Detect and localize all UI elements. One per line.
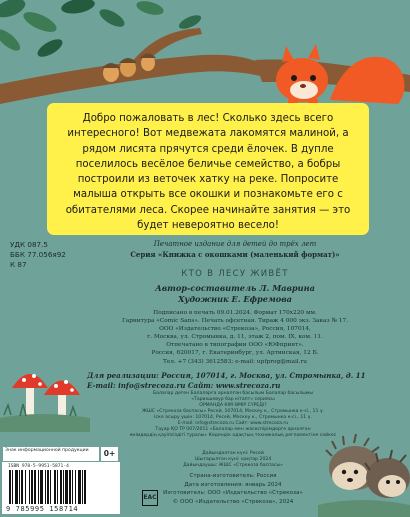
- multilingual-line: Дайындаушы: ЖШС «Стрекоза баспасы»: [183, 463, 283, 468]
- book-title: КТО В ЛЕСУ ЖИВЁТ: [181, 269, 289, 279]
- imprint-line: Россия, 620017, г. Екатеринбург, ул. Артинская, 12 Б.: [151, 350, 319, 357]
- imprint-line: г. Москва, ул. Стромынка, д. 11, этаж 2, пом. IX, ком. 11.: [147, 334, 323, 341]
- imprint-line: ООО «Издательство «Стрекоза», Россия, 107014,: [159, 326, 311, 333]
- multilingual-line: ЖШС «Стрекоза баспасы» Ресей, 107014, Мәскеу к., Стромынка к-сі., 11 ү.: [141, 409, 325, 414]
- imprint-line: Подписано в печать 09.01.2024. Формат 170х220 мм.: [153, 310, 317, 316]
- production-line: © ООО «Издательство «Стрекоза», 2024: [172, 498, 294, 505]
- k-code: К 87: [10, 260, 27, 269]
- multilingual-line: ОРМАНДА КІМ ӨМІР СҮРЕДІ?: [199, 403, 267, 408]
- credits: [80, 283, 390, 305]
- age-rating-badge: 0+: [101, 447, 118, 461]
- multilingual-line: Іске асыру үшін: 107014, Ресей, Мәскеу к., Стромынка к-сі., 11 ү.: [154, 415, 312, 420]
- multilingual-line: Шығарылған күні: қаңтар 2024: [194, 457, 272, 462]
- info-product-label: Знак информационной продукции: [3, 447, 99, 461]
- foliage-leaves: [0, 0, 203, 60]
- imprint-line: Тел. +7 (343) 3612583; e-mail: upfprog@mail.ru: [162, 358, 308, 365]
- production-line: Изготовитель: ООО «Издательство «Стрекоза»: [163, 490, 303, 496]
- sales-web: E-mail: info@strecoza.ru Сайт: www.strecoza.ru: [87, 380, 281, 390]
- catalog-codes: [10, 240, 66, 270]
- multilingual-production: [108, 451, 358, 469]
- multilingual-line: E-mail: info@strecoza.ru Сайт: www.strecoza.ru: [177, 421, 289, 426]
- multilingual-block: [108, 391, 358, 439]
- author-credit: Автор-составитель Л. Маврина: [155, 283, 315, 293]
- imprint-line: Гарнитура «Comic Sans». Печать офсетная. Тираж 4 000 экз. Заказ № 17.: [121, 318, 349, 325]
- production-line: Страна-изготовитель: Россия: [189, 473, 277, 479]
- barcode-icon: [8, 470, 114, 504]
- udk-code: УДК 087.5: [10, 240, 48, 249]
- isbn-text: ISBN 978-5-9951-5871-4: [8, 464, 69, 469]
- multilingual-line: Дайындалған күні: Ресей: [202, 451, 264, 456]
- imprint-line: Отпечатано в типографии ООО «ЮФпринт».: [166, 342, 304, 349]
- multilingual-line: Тауар ҚО ТР 007/2011 «Балалар мен жасөспірімдерге арналған: [155, 427, 311, 432]
- welcome-speech-bubble: Добро пожаловать в лес! Сколько здесь всего интересного! Вот медвежата лакомятся малиной, а рядом лисята прячутся среди ёлочек. В дупле поселилось весёлое беличье семейство, а бобры построили из веточек хатку на реке. Попросите малыша открыть все окошки и познакомьте его с обитателями леса. Скорее начинайте занятия — это будет невероятно весело!: [47, 103, 369, 235]
- production-line: Дата изготовления: январь 2024: [184, 481, 282, 488]
- multilingual-line: Балалар деген Балаларға арналған басылым Балалар басылымы: [153, 391, 313, 396]
- multilingual-line: өнімдердің қауіпсіздігі туралы» Кедендік одақтың техникалық регламентіне сәйкес: [129, 433, 337, 438]
- series-name: Серия «Книжка с окошками (маленький формат)»: [130, 249, 340, 259]
- bbk-code: ББК 77.056я92: [10, 250, 66, 259]
- illustrator-credit: Художник Е. Ефремова: [178, 294, 292, 304]
- multilingual-line: «Тарихшевур бар кітапт» сериясы: [191, 397, 275, 402]
- edition-note: Печатное издание для детей до трёх лет: [153, 240, 317, 248]
- isbn-digits: 9 785995 158714: [6, 505, 79, 513]
- imprint-block: [80, 309, 390, 366]
- sales-contacts: [87, 371, 407, 390]
- publication-info: [80, 240, 390, 259]
- sales-address: Для реализации: Россия, 107014, г. Москва, ул. Стромынка, д. 11: [87, 371, 366, 380]
- mushroom-illustration: [0, 374, 90, 432]
- eac-mark-icon: EAC: [142, 490, 158, 506]
